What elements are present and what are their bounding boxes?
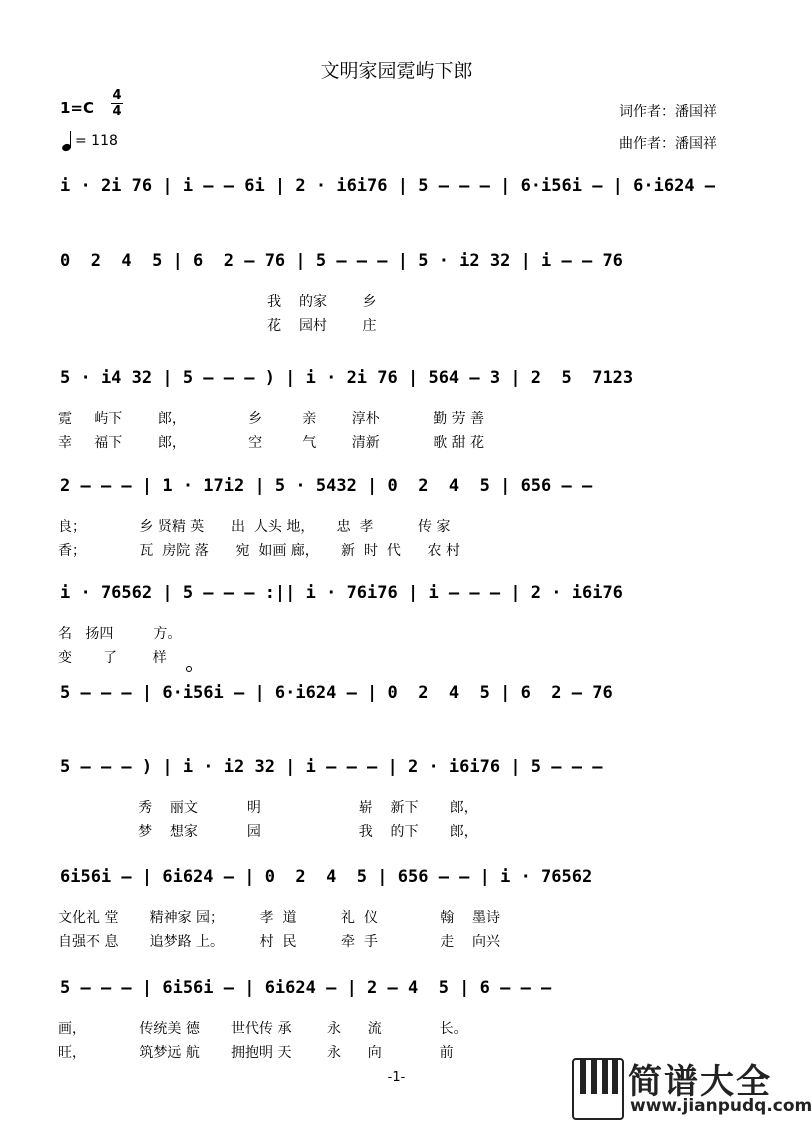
score-row-8 <box>56 859 728 950</box>
notation-line: 5 — — — | 6i56i — | 6i624 — | 2 — 4 5 | 6 — — — <box>60 978 552 998</box>
score-row-4 <box>56 468 728 559</box>
watermark-brand: 简谱大全 <box>628 1062 772 1102</box>
composer-credit: 曲作者：潘国祥 <box>619 136 717 152</box>
lyric-verse-1: 文化礼 堂 精神家 园； 孝 道 礼 仪 翰 墨诗 <box>58 910 501 926</box>
lyric-verse-2: 幸 福下 郎， 空 气 清新 歌 甜 花 <box>58 435 485 451</box>
lyric-verse-1: 秀 丽文 明 崭 新下 郎， <box>58 800 478 816</box>
page-number: -1- <box>387 1070 406 1085</box>
song-title: 文明家园霓屿下郎 <box>320 60 473 82</box>
key-signature: 1=C <box>60 99 95 117</box>
lyric-verse-1: 霓 屿下 郎， 乡 亲 淳朴 勤 劳 善 <box>58 411 485 427</box>
time-signature-top: 4 <box>112 88 122 103</box>
lyric-verse-2: 香； 瓦 房院 落 宛 如画 廊， 新 时 代 农 村 <box>58 543 461 559</box>
notation-line: 5 · i4 32 | 5 — — — ) | i · 2i 76 | 564 — 3 | 2 5 7123 <box>60 368 634 388</box>
score-row-6 <box>56 675 728 715</box>
notation-line: 0 2 4 5 | 6 2 — 76 | 5 — — — | 5 · i2 32 | i — — 76 <box>60 251 623 271</box>
notation-line: i · 2i 76 | i — — 6i | 2 · i6i76 | 5 — — — | 6·i56i — | 6·i624 — <box>60 176 716 196</box>
notation-line: i · 76562 | 5 — — — :|| i · 76i76 | i — — — | 2 · i6i76 <box>60 583 623 603</box>
notation-line: 5 — — — ) | i · i2 32 | i — — — | 2 · i6i76 | 5 — — — <box>60 757 603 777</box>
piano-icon <box>572 1058 624 1120</box>
quarter-note-icon <box>62 131 72 151</box>
lyricist-credit: 词作者：潘国祥 <box>619 104 717 120</box>
score-row-1 <box>56 168 728 208</box>
watermark-logo <box>568 1052 812 1122</box>
tempo-marking <box>62 131 118 151</box>
time-signature <box>111 88 123 119</box>
small-circle-mark <box>186 666 192 672</box>
lyric-verse-2: 变 了 样 <box>58 650 167 666</box>
lyric-verse-2: 旺， 筑梦远 航 拥抱明 天 永 向 前 <box>58 1045 454 1061</box>
score-row-2 <box>56 243 728 334</box>
lyric-verse-1: 画， 传统美 德 世代传 承 永 流 长。 <box>58 1021 468 1037</box>
notation-line: 5 — — — | 6·i56i — | 6·i624 — | 0 2 4 5 | 6 2 — 76 <box>60 683 613 703</box>
score-row-9 <box>56 970 728 1061</box>
lyric-verse-1: 良； 乡 贤精 英 出 人头 地， 忠 孝 传 家 <box>58 519 451 535</box>
lyric-verse-2: 花 园村 庄 <box>58 318 377 334</box>
score-row-7 <box>56 749 728 840</box>
lyric-verse-1: 我 的家 乡 <box>58 294 377 310</box>
notation-line: 2 — — — | 1 · 17i2 | 5 · 5432 | 0 2 4 5 | 656 — — <box>60 476 593 496</box>
watermark-url: www.jianpudq.com <box>630 1096 812 1116</box>
score-row-3 <box>56 360 728 451</box>
tempo-value: = 118 <box>75 133 118 149</box>
time-signature-bottom: 4 <box>112 104 122 119</box>
lyric-verse-2: 梦 想家 园 我 的下 郎， <box>58 824 478 840</box>
notation-line: 6i56i — | 6i624 — | 0 2 4 5 | 656 — — | i · 76562 <box>60 867 593 887</box>
score-row-5 <box>56 575 728 666</box>
lyric-verse-2: 自强不 息 追梦路 上。 村 民 牵 手 走 向兴 <box>58 934 501 950</box>
lyric-verse-1: 名 扬四 方。 <box>58 626 182 642</box>
